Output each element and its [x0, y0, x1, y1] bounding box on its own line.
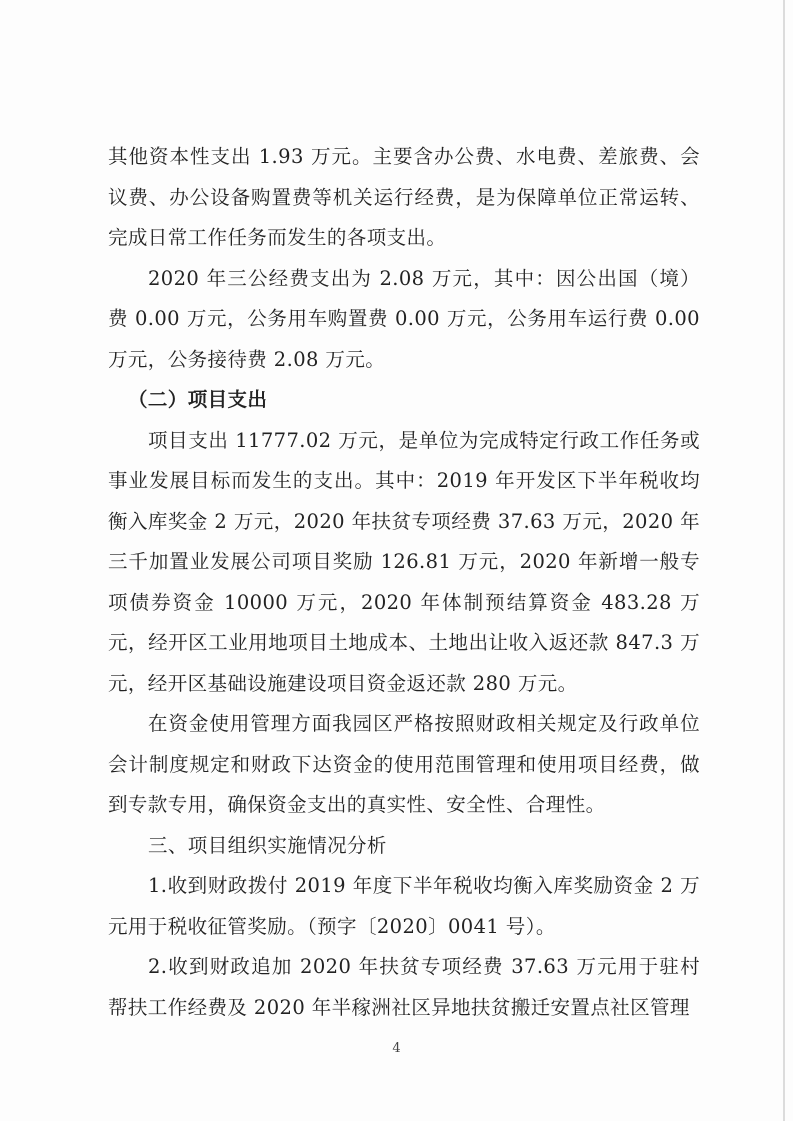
section-heading-implementation-analysis: 三、项目组织实施情况分析	[148, 833, 387, 857]
paragraph-item-2: 2.收到财政追加 2020 年扶贫专项经费 37.63 万元用于驻村帮扶工作经费及 2020 年半稼洲社区异地扶贫搬迁安置点社区管理	[108, 955, 700, 1019]
paragraph-three-public-expenses: 2020 年三公经费支出为 2.08 万元，其中：因公出国（境）费 0.00 万元，公务用车购置费 0.00 万元，公务用车运行费 0.00 万元，公务接待费 2.08 万元。	[108, 266, 700, 371]
paragraph-admin-expense-continued: 其他资本性支出 1.93 万元。主要含办公费、水电费、差旅费、会议费、办公设备购置费等机关运行经费，是为保障单位正常运转、完成日常工作任务而发生的各项支出。	[108, 145, 700, 249]
scan-edge-shadow	[783, 0, 785, 1121]
paragraph-item-1: 1.收到财政拨付 2019 年度下半年税收均衡入库奖励资金 2 万元用于税收征管奖励。（预字〔2020〕0041 号）。	[108, 874, 700, 938]
paragraph-fund-management: 在资金使用管理方面我园区严格按照财政相关规定及行政单位会计制度规定和财政下达资金的使用范围管理和使用项目经费，做到专款专用，确保资金支出的真实性、安全性、合理性。	[108, 712, 700, 816]
paragraph-project-expenditure-detail: 项目支出 11777.02 万元，是单位为完成特定行政工作任务或事业发展目标而发生的支出。其中：2019 年开发区下半年税收均衡入库奖金 2 万元，2020 年扶贫专项经费 37.63 万元，2020 年三千加置业发展公司项目奖励 126.81 万元，2020 年新增一般专项债券资金 10000 万元，2020 年体制预结算资金 483.28 万元，经开区工业用地项目土地成本、土地出让收入返还款 847.3 万元，经开区基础设施建设项目资金返还款 280 万元。	[108, 428, 700, 695]
document-body	[108, 137, 700, 1028]
section-heading-project-expenditure: （二）项目支出	[128, 388, 268, 411]
page-number: 4	[392, 1041, 401, 1056]
